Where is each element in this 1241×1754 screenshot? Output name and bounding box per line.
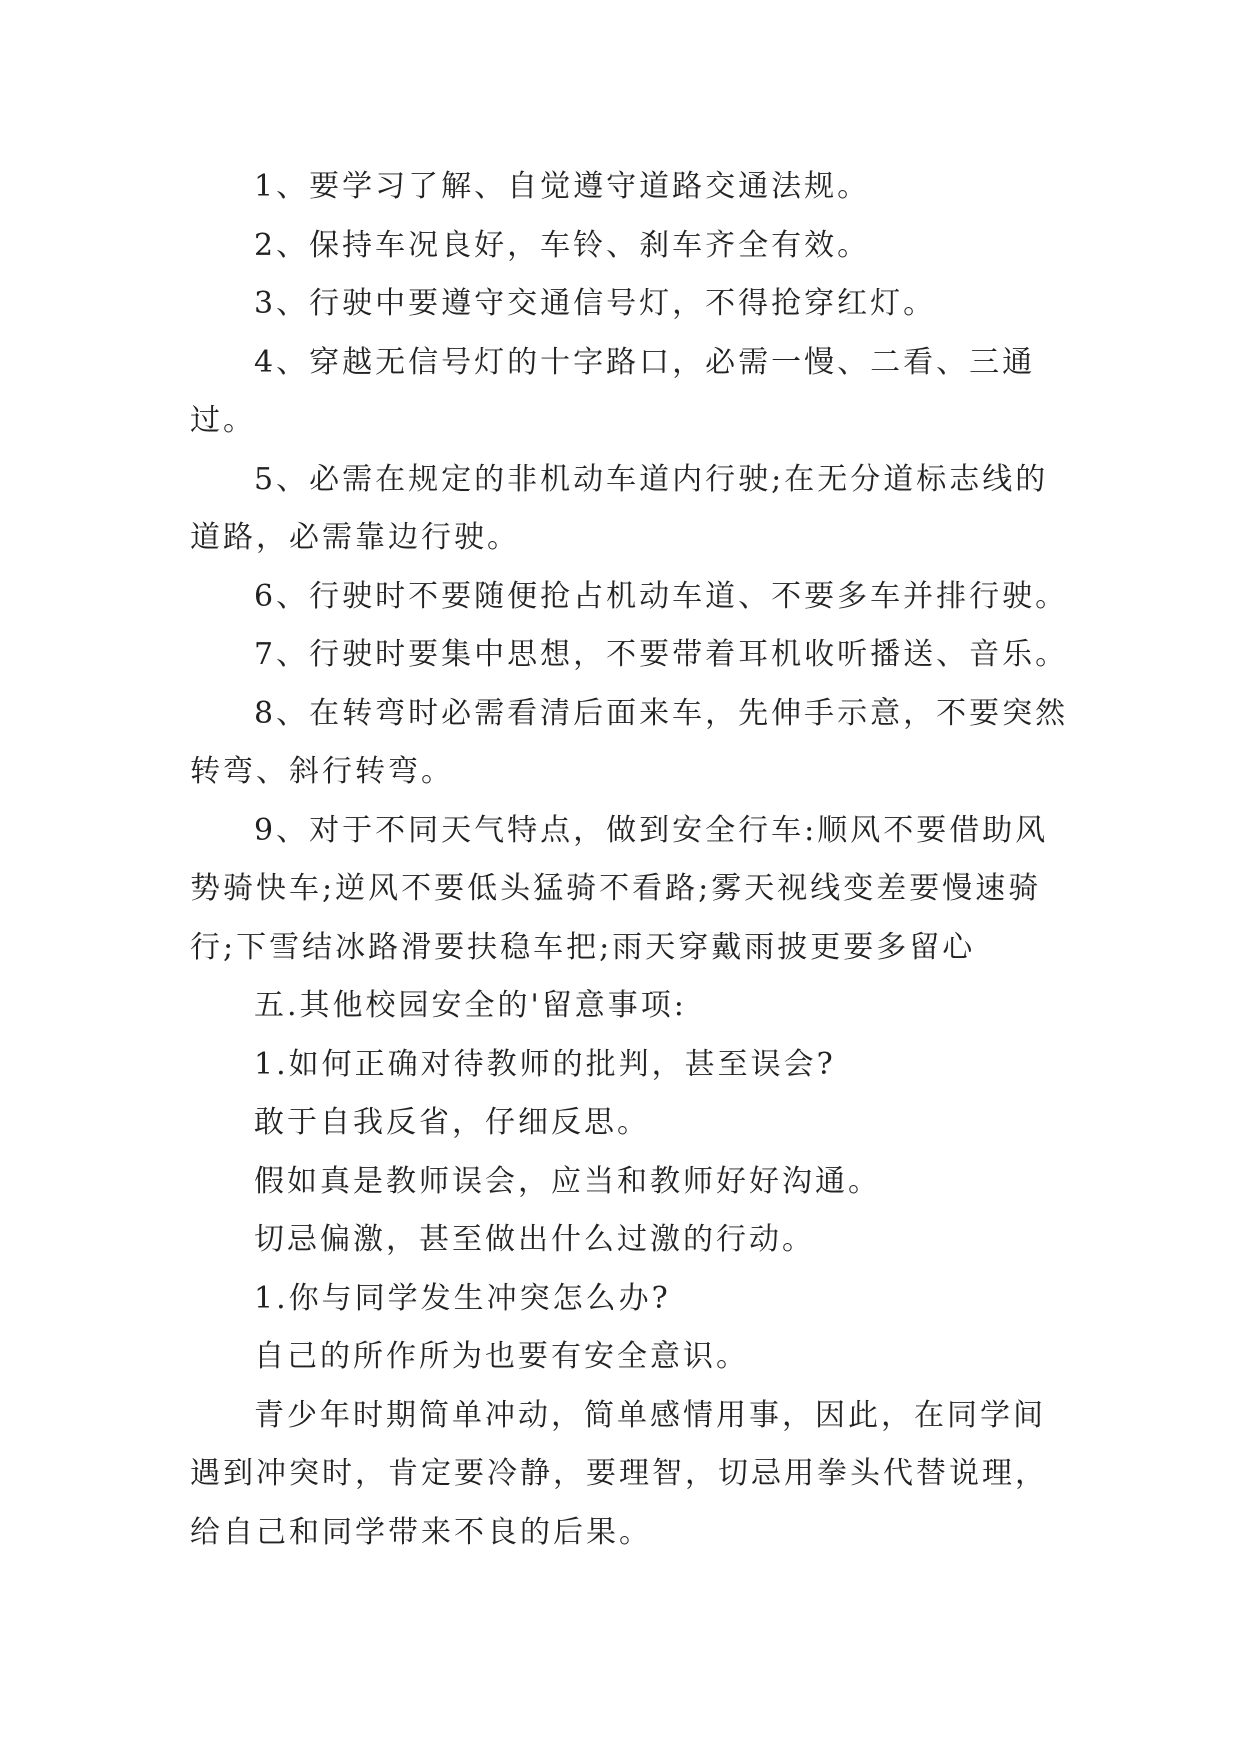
paragraph-bike-rule-9: 9、对于不同天气特点，做到安全行车:顺风不要借助风势骑快车;逆风不要低头猛骑不看路;雾天视线变差要慢速骑行;下雪结冰路滑要扶稳车把;雨天穿戴雨披更要多留心 (190, 812, 1049, 965)
paragraph-self-reflection: 敢于自我反省，仔细反思。 (254, 1105, 650, 1140)
paragraph-bike-rule-4: 4、穿越无信号灯的十字路口，必需一慢、二看、三通过。 (190, 344, 1036, 438)
paragraph-bike-rule-7: 7、行驶时要集中思想，不要带着耳机收听播送、音乐。 (254, 637, 1069, 672)
question-classmate-conflict: 1.你与同学发生冲突怎么办? (254, 1280, 671, 1316)
paragraph-avoid-extremes: 切忌偏激，甚至做出什么过激的行动。 (254, 1222, 815, 1257)
paragraph-bike-rule-5: 5、必需在规定的非机动车道内行驶;在无分道标志线的道路，必需靠边行驶。 (190, 461, 1049, 555)
paragraph-communicate-teacher: 假如真是教师误会，应当和教师好好沟通。 (254, 1163, 881, 1199)
paragraph-bike-rule-1: 1、要学习了解、自觉遵守道路交通法规。 (254, 169, 871, 204)
paragraph-bike-rule-6: 6、行驶时不要随便抢占机动车道、不要多车并排行驶。 (254, 578, 1069, 614)
paragraph-bike-rule-3: 3、行驶中要遵守交通信号灯，不得抢穿红灯。 (254, 286, 937, 321)
question-teacher-criticism: 1.如何正确对待教师的批判，甚至误会? (254, 1046, 836, 1082)
paragraph-stay-calm: 青少年时期简单冲动，简单感情用事，因此，在同学间遇到冲突时，肯定要冷静，要理智，切忌用拳头代替说理，给自己和同学带来不良的后果。 (190, 1397, 1048, 1550)
document-body (190, 158, 1070, 1562)
paragraph-bike-rule-8: 8、在转弯时必需看清后面来车，先伸手示意，不要突然转弯、斜行转弯。 (190, 695, 1069, 789)
paragraph-safety-awareness: 自己的所作所为也要有安全意识。 (254, 1339, 749, 1374)
section-heading-campus-safety: 五.其他校园安全的'留意事项: (254, 988, 687, 1023)
paragraph-bike-rule-2: 2、保持车况良好，车铃、刹车齐全有效。 (254, 227, 871, 263)
